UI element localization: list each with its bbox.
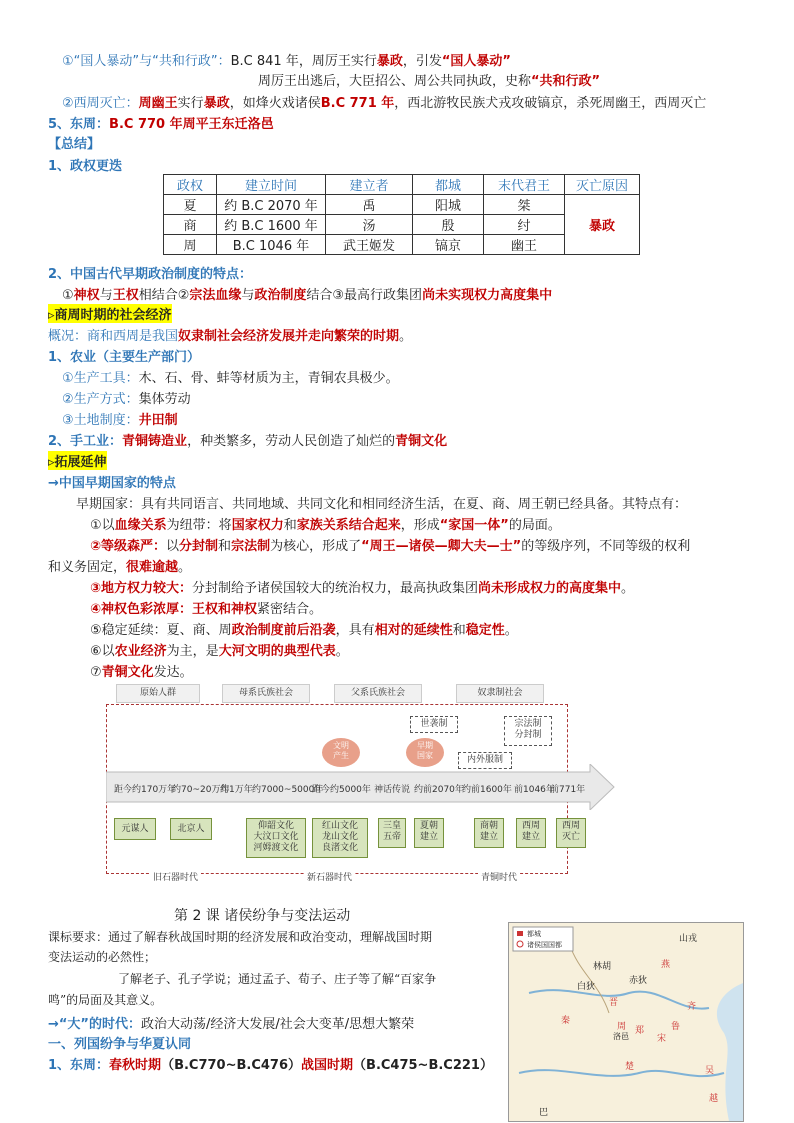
cell: 武王姬发 — [326, 235, 413, 255]
text: 以 — [166, 539, 180, 554]
map-label: 秦 — [561, 1016, 571, 1026]
map-label: 林胡 — [593, 962, 612, 972]
oval-early-state — [406, 738, 444, 767]
text: 尚未实现权力高度集中 — [422, 288, 553, 303]
regime-table — [163, 174, 640, 255]
text: 政治制度前后沿袭 — [231, 623, 336, 638]
text: 和 — [218, 539, 232, 554]
legend-label: 都城 — [527, 930, 541, 938]
text: 血缘关系 — [114, 518, 167, 533]
map-label: 鲁 — [671, 1022, 681, 1032]
economy-heading: ▹商周时期的社会经济 — [48, 304, 172, 323]
text: （B.C475~B.C221） — [353, 1058, 493, 1073]
agr-item — [62, 388, 191, 407]
text: 和义务固定， — [48, 560, 127, 575]
text: ②西周灭亡： — [62, 96, 139, 111]
map-label: 宋 — [657, 1034, 667, 1044]
text: 宗法血缘 — [189, 288, 242, 303]
date-label: 神话传说 — [374, 785, 411, 795]
cell: B.C 1046 年 — [217, 235, 326, 255]
cell: 约 B.C 1600 年 — [217, 215, 326, 235]
box-yangshao: 仰韶文化 大汶口文化 河姆渡文化 — [246, 818, 306, 858]
text: （B.C770~B.C476） — [161, 1058, 302, 1073]
agr-item — [62, 367, 399, 386]
cell: 纣 — [484, 215, 565, 235]
text: “国人暴动” — [441, 54, 511, 69]
line-dongzhou — [48, 113, 274, 132]
era-bottom-label: 旧石器时代 — [150, 870, 201, 883]
early-state-heading: →中国早期国家的特点 — [48, 476, 176, 491]
map-label: 山戎 — [679, 934, 698, 944]
text: 实行 — [177, 96, 204, 111]
map-label: 吴 — [705, 1066, 715, 1076]
cell: 汤 — [326, 215, 413, 235]
feature-5 — [90, 619, 518, 638]
map-label: 齐 — [687, 1002, 697, 1012]
text: 宗法制 — [231, 539, 271, 554]
text: 与 — [241, 288, 255, 303]
agriculture-heading: 1、农业（主要生产部门） — [48, 350, 201, 365]
text: ⑦ — [90, 665, 102, 680]
extension-heading: ▹拓展延伸 — [48, 451, 107, 470]
legend-label: 诸侯国国都 — [527, 941, 562, 949]
requirement-line: 鸣”的局面及其意义。 — [48, 993, 163, 1007]
text: 。 — [504, 623, 518, 638]
line-xizhou-fall — [62, 92, 706, 111]
text: 农业经济 — [114, 644, 167, 659]
map-label: 晋 — [609, 998, 619, 1008]
text: 神权 — [73, 288, 100, 303]
box-xia: 夏朝 建立 — [414, 818, 444, 848]
text: 青铜铸造业 — [122, 434, 188, 449]
text: ，具有 — [335, 623, 375, 638]
text: 家族关系结合起来 — [296, 518, 401, 533]
text: 的局面。 — [508, 518, 561, 533]
text: 为主，是 — [166, 644, 219, 659]
date-label: 约70~20万年 — [172, 785, 230, 795]
text: 青铜文化 — [101, 665, 154, 680]
text: 青铜文化 — [395, 434, 448, 449]
text: ⑥以 — [90, 644, 115, 659]
map-label: 燕 — [661, 960, 671, 970]
handicraft-line — [48, 430, 447, 449]
text: 井田制 — [138, 413, 178, 428]
th: 政权 — [164, 175, 217, 195]
text: 和 — [283, 518, 297, 533]
text: 结合③最高行政集团 — [306, 288, 423, 303]
line-gonghe — [258, 70, 600, 89]
text: 奴隶制社会经济发展并走向繁荣的时期 — [178, 329, 400, 344]
text: 早期 国家 — [417, 741, 433, 760]
text: “共和行政” — [531, 74, 601, 89]
text: ，如烽火戏诸侯 — [229, 96, 321, 111]
th: 灭亡原因 — [565, 175, 640, 195]
text: B.C 841 年，周厉王实行 — [230, 54, 377, 69]
text: 国家权力 — [231, 518, 284, 533]
text: 与 — [99, 288, 113, 303]
text: ⑤稳定延续：夏、商、周 — [90, 623, 232, 638]
box-xizhou: 西周 建立 — [516, 818, 546, 848]
date-label: 约前2070年 — [414, 785, 464, 795]
cell: 阳城 — [413, 195, 484, 215]
era-label: 奴隶制社会 — [456, 684, 544, 703]
requirement-line: 了解老子、孔子学说；通过孟子、荀子、庄子等了解“百家争 — [118, 972, 437, 986]
text: 。 — [178, 560, 192, 575]
text: 分封制 — [179, 539, 219, 554]
cell: 镐京 — [413, 235, 484, 255]
history-timeline — [106, 684, 616, 884]
text: ①生产工具： — [62, 371, 139, 386]
th: 建立者 — [326, 175, 413, 195]
text: 文明 产生 — [333, 741, 349, 760]
text: B.C 771 年 — [320, 96, 395, 111]
cell: 周 — [164, 235, 217, 255]
feature-2 — [90, 535, 690, 554]
text: ① — [62, 288, 74, 303]
date-label: 前771年 — [550, 785, 586, 795]
text: 稳定性 — [465, 623, 505, 638]
text: 大河文明的典型代表 — [218, 644, 336, 659]
map-label: 郑 — [635, 1026, 645, 1036]
text: 政治制度 — [254, 288, 307, 303]
early-state-intro: 早期国家：具有共同语言、共同地域、共同文化和相同经济生活，在夏、商、周王朝已经具备。其特点有： — [76, 497, 688, 512]
text: 春秋时期 — [109, 1058, 162, 1073]
text: 。 — [335, 644, 349, 659]
cell-reason: 暴政 — [565, 195, 640, 255]
cell: 幽王 — [484, 235, 565, 255]
box-shang: 商朝 建立 — [474, 818, 504, 848]
line-guoren — [62, 50, 511, 69]
text: 为核心，形成了 — [270, 539, 362, 554]
cell: 桀 — [484, 195, 565, 215]
table-row — [164, 195, 640, 215]
chunqiu-map — [508, 922, 744, 1122]
text: 分封制给予诸侯国较大的统治权力，最高执政集团 — [192, 581, 479, 596]
cell: 约 B.C 2070 年 — [217, 195, 326, 215]
text: ②等级森严： — [90, 539, 167, 554]
feature-4 — [90, 598, 322, 617]
requirement-line: 变法运动的必然性； — [48, 950, 157, 964]
text: 木、石、骨、蚌等材质为主，青铜农具极少。 — [138, 371, 399, 386]
text: 尚未形成权力的高度集中 — [478, 581, 622, 596]
text: 王权和神权 — [192, 602, 258, 617]
text: ①以 — [90, 518, 115, 533]
text: ③土地制度： — [62, 413, 139, 428]
agr-item — [62, 409, 178, 428]
date-label: 前1046年 — [514, 785, 555, 795]
cell: 殷 — [413, 215, 484, 235]
text: 周厉王出逃后，大臣招公、周公共同执政，史称 — [258, 74, 532, 89]
box-hongshan: 红山文化 龙山文化 良渚文化 — [312, 818, 368, 858]
summary-heading: 【总结】 — [48, 137, 101, 152]
text: 政治大动荡/经济大发展/社会大变革/思想大繁荣 — [140, 1017, 415, 1032]
big-era-line — [48, 1013, 414, 1032]
text: 相结合② — [138, 288, 190, 303]
dashed-zongfa: 宗法制 分封制 — [504, 716, 552, 746]
text: 暴政 — [376, 54, 403, 69]
text: B.C 770 年周平王东迁洛邑 — [109, 117, 274, 132]
feature-1 — [90, 514, 561, 533]
economy-summary — [48, 325, 412, 344]
text: ①“国人暴动”与“共和行政”： — [62, 54, 231, 69]
dongzhou-periods — [48, 1054, 493, 1073]
text: “周王—诸侯—卿大夫—士” — [361, 539, 522, 554]
text: “家国一体” — [439, 518, 509, 533]
box-sanhuang: 三皇 五帝 — [378, 818, 406, 848]
text: 战国时期 — [301, 1058, 354, 1073]
text: ，西北游牧民族犬戎攻破镐京，杀死周幽王，西周灭亡 — [394, 96, 707, 111]
map-label: 赤狄 — [629, 976, 648, 986]
oval-civilization — [322, 738, 360, 767]
cell: 夏 — [164, 195, 217, 215]
era-bottom-label: 青铜时代 — [478, 870, 520, 883]
regime-heading: 1、政权更迭 — [48, 159, 123, 174]
date-label: 距今约5000年 — [312, 785, 371, 795]
text: ，引发 — [402, 54, 442, 69]
text: 为纽带：将 — [166, 518, 232, 533]
text: 集体劳动 — [138, 392, 191, 407]
th: 建立时间 — [217, 175, 326, 195]
table-header — [164, 175, 640, 195]
text: 1、东周： — [48, 1058, 110, 1073]
date-label: 约7000~5000年 — [252, 785, 324, 795]
feature-6 — [90, 640, 349, 659]
text: 相对的延续性 — [374, 623, 453, 638]
th: 都城 — [413, 175, 484, 195]
text: 和 — [452, 623, 466, 638]
date-label: 约1万年 — [220, 785, 253, 795]
text: 概况：商和西周是我国 — [48, 329, 179, 344]
lesson-title: 第 2 课 诸侯纷争与变法运动 — [174, 908, 351, 924]
text: 紧密结合。 — [257, 602, 323, 617]
text: 王权 — [112, 288, 139, 303]
text: ④神权色彩浓厚： — [90, 602, 193, 617]
legend-capital-icon — [517, 931, 523, 936]
feature-7 — [90, 661, 193, 680]
map-label: 白狄 — [577, 982, 596, 992]
text: 周幽王 — [138, 96, 178, 111]
text: 。 — [621, 581, 635, 596]
era-label: 母系氏族社会 — [222, 684, 310, 703]
text: ，形成 — [400, 518, 440, 533]
cell: 商 — [164, 215, 217, 235]
politics-heading: 2、中国古代早期政治制度的特点： — [48, 267, 253, 282]
text: 暴政 — [203, 96, 230, 111]
th: 末代君王 — [484, 175, 565, 195]
map-label: 巴 — [539, 1108, 549, 1118]
era-bottom-label: 新石器时代 — [304, 870, 355, 883]
map-label: 越 — [709, 1094, 719, 1104]
text: 发达。 — [153, 665, 193, 680]
era-label: 父系氏族社会 — [334, 684, 422, 703]
cell: 禹 — [326, 195, 413, 215]
text: 。 — [399, 329, 413, 344]
map-label: 楚 — [625, 1062, 635, 1072]
section-heading: 一、列国纷争与华夏认同 — [48, 1037, 192, 1052]
text: 2、手工业： — [48, 434, 123, 449]
date-label: 距今约170万年 — [114, 785, 177, 795]
text: 的等级序列，不同等级的权利 — [521, 539, 691, 554]
dashed-neiwaifu: 内外服制 — [458, 752, 512, 769]
requirement-line: 课标要求：通过了解春秋战国时期的经济发展和政治变动，理解战国时期 — [48, 930, 433, 944]
text: ②生产方式： — [62, 392, 139, 407]
text: →“大”的时代： — [48, 1017, 141, 1032]
box-xizhou-fall: 西周 灭亡 — [556, 818, 586, 848]
feature-3 — [90, 577, 634, 596]
date-label: 约前1600年 — [462, 785, 512, 795]
map-label: 洛邑 — [613, 1032, 629, 1041]
dashed-hereditary: 世袭制 — [410, 716, 458, 733]
box-yuanmou: 元谋人 — [114, 818, 156, 840]
text: 很难逾越 — [126, 560, 179, 575]
text: ，种类繁多，劳动人民创造了灿烂的 — [187, 434, 396, 449]
text: 5、东周： — [48, 117, 110, 132]
politics-features — [62, 284, 552, 303]
text: ③地方权力较大： — [90, 581, 193, 596]
feature-2-cont — [48, 556, 191, 575]
box-beijing: 北京人 — [170, 818, 212, 840]
map-label: 周 — [617, 1022, 627, 1032]
era-label: 原始人群 — [116, 684, 200, 703]
